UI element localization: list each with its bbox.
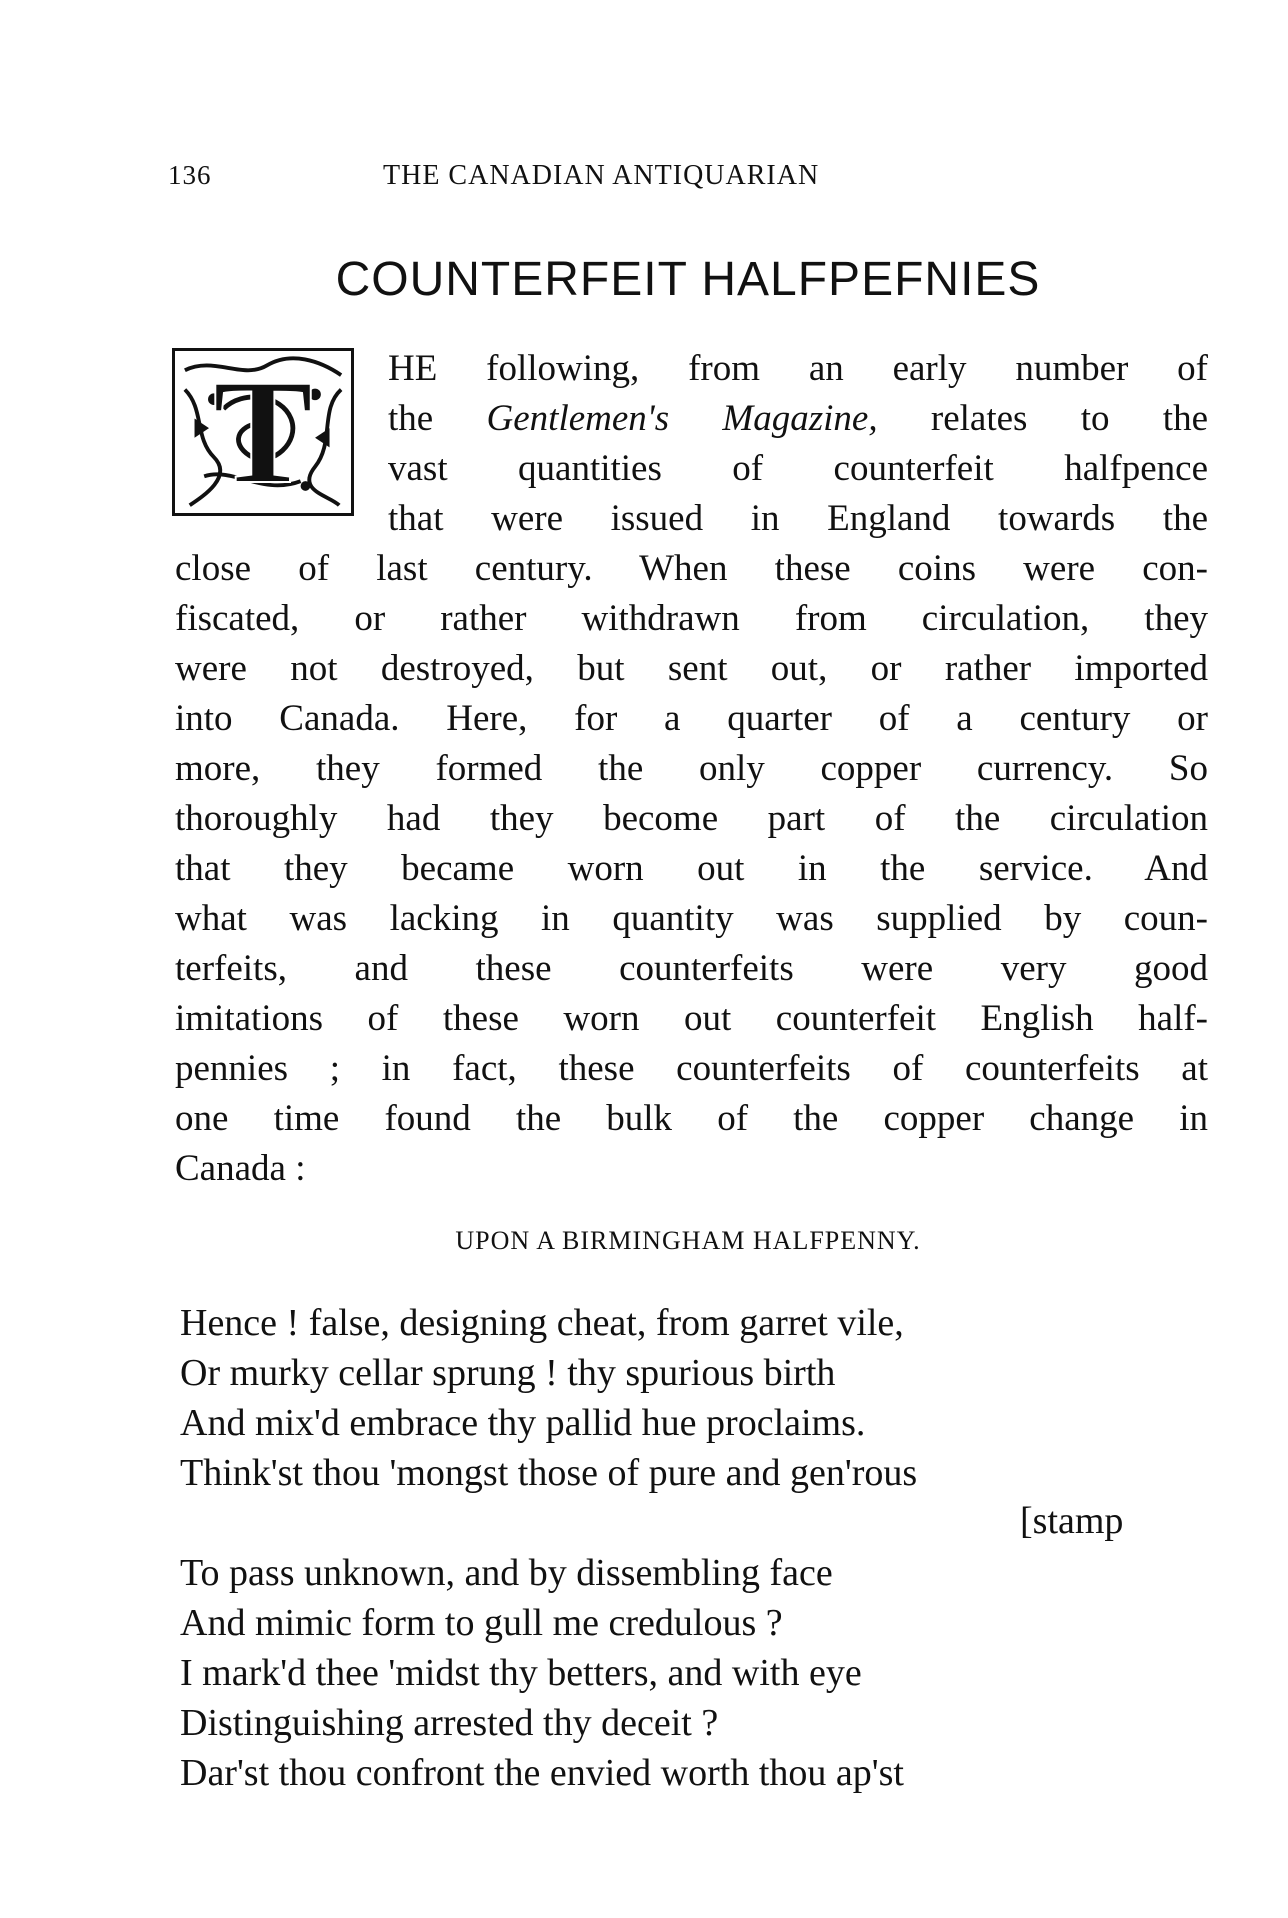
poem-line: Distinguishing arrested thy deceit ?: [180, 1702, 719, 1744]
body-line-5: close of last century. When these coins were con-: [175, 548, 1208, 589]
poem-line: Or murky cellar sprung ! thy spurious birth: [180, 1352, 836, 1394]
body-line-2-post: relates to the: [877, 398, 1209, 439]
body-line-2: [388, 394, 1208, 444]
body-line-16: one time found the bulk of the copper change in: [175, 1098, 1208, 1139]
poem-line: And mix'd embrace thy pallid hue proclaims.: [180, 1402, 866, 1444]
body-line-9: more, they formed the only copper currency. So: [175, 748, 1208, 789]
ornamental-initial-t-icon: [172, 348, 354, 516]
page-number: 136: [168, 160, 212, 190]
body-line-10: thoroughly had they become part of the circulation: [175, 798, 1208, 839]
body-line-13: terfeits, and these counterfeits were very good: [175, 948, 1208, 989]
running-title: THE CANADIAN ANTIQUARIAN: [383, 160, 820, 191]
body-line-17: Canada :: [175, 1148, 306, 1189]
body-line-4: that were issued in England towards the: [388, 498, 1208, 539]
poem-line: Think'st thou 'mongst those of pure and gen'rous: [180, 1452, 918, 1494]
running-head: [168, 160, 1208, 200]
poem-heading: UPON A BIRMINGHAM HALFPENNY.: [455, 1226, 921, 1255]
poem-turnover: [stamp: [1020, 1500, 1124, 1542]
dropcap-letter: T: [212, 349, 314, 515]
body-line-12: what was lacking in quantity was supplied by coun-: [175, 898, 1208, 939]
article-title: COUNTERFEIT HALFPEFNIES: [335, 253, 1041, 306]
body-line-3: vast quantities of counterfeit halfpence: [388, 448, 1208, 489]
poem-line: Hence ! false, designing cheat, from garret vile,: [180, 1302, 904, 1344]
poem-line: To pass unknown, and by dissembling face: [180, 1552, 833, 1594]
body-line-6: fiscated, or rather withdrawn from circulation, they: [175, 598, 1208, 639]
body-line-14: imitations of these worn out counterfeit English half-: [175, 998, 1208, 1039]
poem-line: And mimic form to gull me credulous ?: [180, 1602, 783, 1644]
body-line-1: HE following, from an early number of: [388, 348, 1208, 389]
body-line-2-pre: the: [388, 398, 487, 439]
poem-line: Dar'st thou confront the envied worth thou ap'st: [180, 1752, 904, 1794]
body-line-11: that they became worn out in the service. And: [175, 848, 1208, 889]
poem-line: I mark'd thee 'midst thy betters, and with eye: [180, 1652, 862, 1694]
body-line-7: were not destroyed, but sent out, or rather imported: [175, 648, 1208, 689]
body-line-15: pennies ; in fact, these counterfeits of counterfeits at: [175, 1048, 1208, 1089]
body-line-8: into Canada. Here, for a quarter of a century or: [175, 698, 1208, 739]
magazine-title: Gentlemen's Magazine,: [486, 398, 878, 439]
